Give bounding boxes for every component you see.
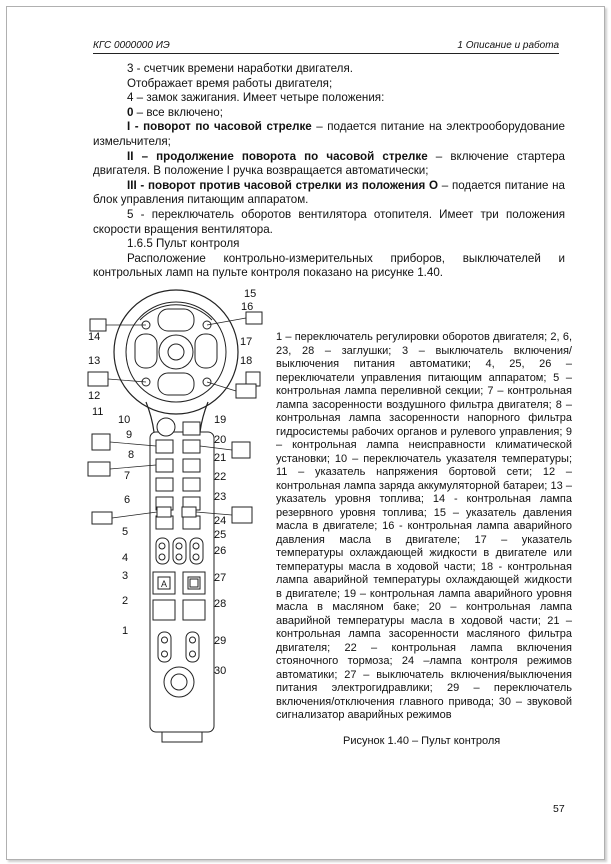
paragraph: 4 – замок зажигания. Имеет четыре положения: — [127, 91, 385, 105]
callout-27: 27 — [214, 572, 227, 584]
paragraph: Отображает время работы двигателя; — [127, 76, 333, 90]
callout-13: 13 — [88, 355, 101, 367]
callout-26: 26 — [214, 545, 227, 557]
callout-2: 2 — [122, 595, 129, 607]
callout-20: 20 — [214, 434, 227, 446]
callout-7: 7 — [124, 470, 131, 482]
bold-term: II – продолжение поворота по часовой стрелке — [127, 149, 428, 163]
bold-term: III - поворот против часовой стрелки из положения О — [127, 178, 439, 192]
callout-10: 10 — [118, 414, 131, 426]
callout-21: 21 — [214, 452, 227, 464]
callout-24: 24 — [214, 515, 227, 527]
bold-term: I - поворот по часовой стрелке — [127, 120, 312, 134]
callout-3: 3 — [122, 570, 129, 582]
callout-25: 25 — [214, 529, 227, 541]
callout-12: 12 — [88, 390, 101, 402]
paragraph-text: – подается питание на электрооборудование измельчителя; — [93, 120, 565, 148]
callout-6: 6 — [124, 494, 131, 506]
paragraph-text: – подается питание на блок управления питающим аппаратом. — [93, 178, 565, 207]
paragraph — [93, 120, 565, 149]
callout-4: 4 — [122, 552, 129, 564]
callout-23: 23 — [214, 491, 227, 503]
paragraph: Расположение контрольно-измерительных приборов, выключателей и контрольных ламп на пульте контроля показано на рисунке 1.40. — [93, 251, 565, 280]
callout-18: 18 — [240, 355, 253, 367]
header-rule — [93, 53, 559, 54]
callout-5: 5 — [122, 526, 129, 538]
paragraph-text: – включение стартера двигателя. В положение I ручка возвращается автоматически; — [93, 149, 565, 178]
figure-legend: 1 – переключатель регулировки оборотов двигателя; 2, 6, 23, 28 – заглушки; 3 – выключатель включения/выключения питания автоматики; 4, 25, 26 – переключатели управления питающим аппаратом; 5 – контрольная лампа переливной секции; 7 – контрольная лампа засоренности воздушного фильтра двигателя; 8 – контрольная лампа засоренности напорного фильтра гидросистемы рабочих органов и рулевого управления; 9 – контрольная лампа неисправности климатической установки; 10 – переключатель указателя температуры; 11 – указатель напряжения бортовой сети; 12 – контрольная лампа заряда аккумуляторной батареи; 13 – указатель уровня топлива; 14 - контрольная лампа резервного уровня топлива; 15 – указатель давления масла в двигателе; 16 - контрольная лампа аварийного давления масла в двигателе; 17 – указатель температуры охлаждающей жидкости в двигателе или температуры масла в ходовой части; 18 - контрольная лампа аварийной температуры охлаждающей жидкости в двигателе; 19 – контрольная лампа аварийного уровня масла в масляном баке; 20 – контрольная лампа аварийной температуры масла в ходовой части; 21 – контрольная лампа засоренности масляного фильтра двигателя; 22 – контрольная лампа включения стояночного тормоза; 24 –лампа контроля режимов автоматики; 27 – выключатель включения/выключения питания электрогидравлики; 29 – переключатель включения/отключения главного привода; 30 – звуковой сигнализатор аварийных режимов — [276, 331, 572, 721]
bold-term: 0 — [127, 105, 134, 119]
callout-11: 11 — [92, 406, 104, 418]
paragraph: 5 - переключатель оборотов вентилятора отопителя. Имеет три положения скорости вращения вентилятора. — [93, 207, 565, 236]
callout-29: 29 — [214, 635, 227, 647]
section-heading: 1.6.5 Пульт контроля — [127, 237, 240, 251]
callout-9: 9 — [126, 429, 133, 441]
callout-30: 30 — [214, 665, 227, 677]
body-text — [93, 62, 565, 281]
paragraph — [93, 106, 565, 121]
header-doc-code: КГС 0000000 ИЭ — [93, 40, 170, 51]
callout-17: 17 — [240, 336, 253, 348]
callout-16: 16 — [241, 301, 254, 313]
gauge-cluster — [114, 290, 238, 414]
paragraph-text: – все включено; — [133, 105, 223, 119]
feeder-switches[interactable] — [156, 538, 203, 564]
callout-1: 1 — [122, 625, 129, 637]
callout-15: 15 — [244, 288, 257, 300]
control-panel-figure — [80, 282, 280, 752]
paragraph — [93, 150, 565, 179]
callout-28: 28 — [214, 598, 227, 610]
paragraph — [93, 179, 565, 208]
callout-8: 8 — [128, 449, 135, 461]
page-number: 57 — [553, 803, 565, 815]
paragraph: 3 - счетчик времени наработки двигателя. — [127, 62, 353, 75]
header-section: 1 Описание и работа — [457, 40, 559, 51]
figure-caption: Рисунок 1.40 – Пульт контроля — [343, 735, 501, 747]
callout-22: 22 — [214, 471, 227, 483]
callout-19: 19 — [214, 414, 227, 426]
callout-14: 14 — [88, 331, 101, 343]
label-a: A — [161, 579, 168, 589]
